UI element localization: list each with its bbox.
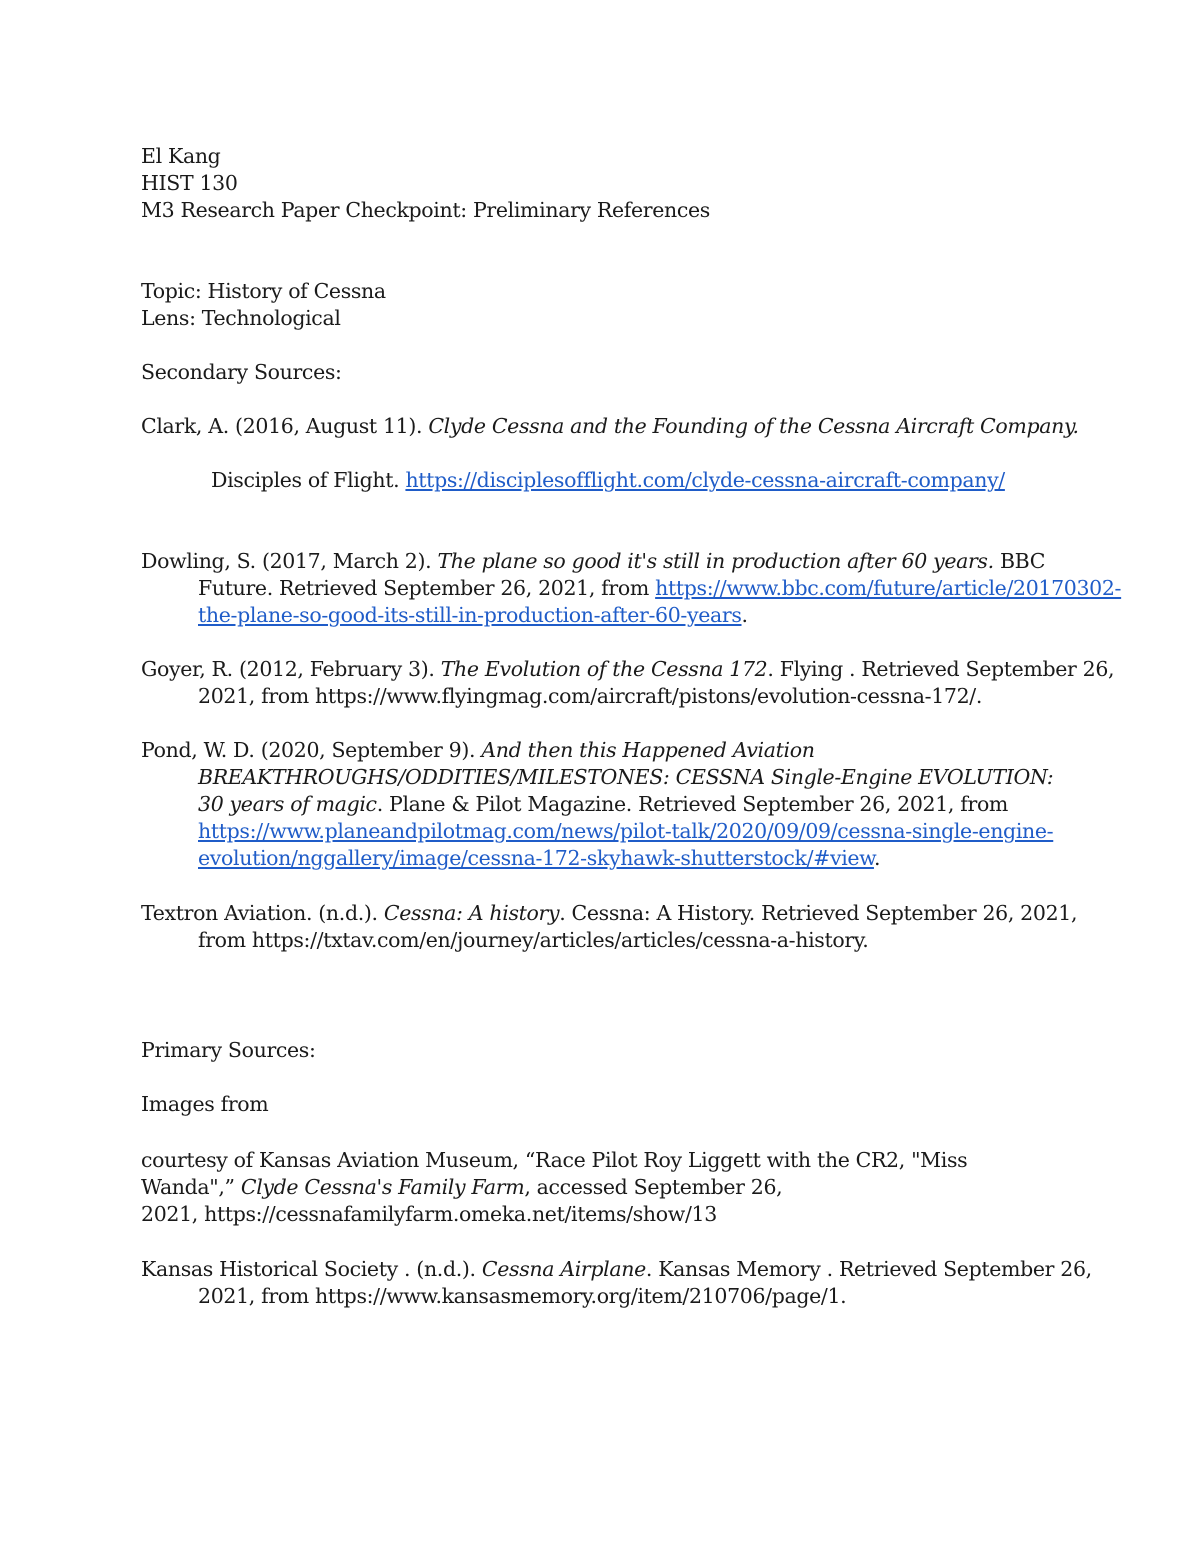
- reference-kansas-aviation-museum-line3: 2021, https://cessnafamilyfarm.omeka.net/items/show/13: [141, 1202, 717, 1226]
- reference-pond-line3: [198, 791, 1008, 818]
- reference-title: And then this Happened Aviation: [481, 738, 815, 762]
- course-code: HIST 130: [141, 171, 238, 195]
- reference-title: 30 years of magic: [198, 792, 377, 816]
- reference-text: Textron Aviation. (n.d.).: [141, 901, 384, 925]
- reference-kansas-aviation-museum: courtesy of Kansas Aviation Museum, “Race Pilot Roy Liggett with the CR2, "Miss: [141, 1148, 968, 1172]
- reference-title: Cessna Airplane: [481, 1257, 646, 1281]
- reference-text: .: [873, 846, 881, 870]
- secondary-sources-heading: Secondary Sources:: [141, 360, 342, 384]
- reference-text: . Plane & Pilot Magazine. Retrieved September 26, 2021, from: [376, 792, 1009, 816]
- dowling-url-link-continued[interactable]: the-plane-so-good-its-still-in-production-after-60-years: [198, 603, 742, 627]
- reference-pond-line5: [198, 845, 880, 872]
- reference-textron-line2: from https://txtav.com/en/journey/articles/articles/cessna-a-history.: [198, 928, 869, 952]
- lens-line: Lens: Technological: [141, 306, 341, 330]
- reference-text: Kansas Historical Society . (n.d.).: [141, 1257, 482, 1281]
- reference-goyer: [141, 656, 1114, 683]
- reference-text: .: [741, 603, 748, 627]
- reference-dowling-line3: [198, 602, 748, 629]
- reference-dowling: [141, 548, 1045, 575]
- pond-url-link[interactable]: https://www.planeandpilotmag.com/news/pilot-talk/2020/09/09/cessna-single-engine-: [198, 819, 1054, 843]
- reference-text: BBC: [993, 549, 1046, 573]
- reference-goyer-line2: 2021, from https://www.flyingmag.com/aircraft/pistons/evolution-cessna-172/.: [198, 684, 982, 708]
- reference-text: , accessed September 26,: [524, 1175, 783, 1199]
- reference-text: Pond, W. D. (2020, September 9).: [141, 738, 482, 762]
- reference-pond: [141, 737, 815, 764]
- reference-title: The plane so good it's still in production after 60 years.: [437, 549, 994, 573]
- assignment-title: M3 Research Paper Checkpoint: Preliminary References: [141, 198, 710, 222]
- reference-text: Dowling, S. (2017, March 2).: [141, 549, 438, 573]
- reference-kansas-aviation-museum-line2: [141, 1174, 782, 1201]
- reference-pond-line4: [198, 818, 1053, 845]
- reference-kansas-historical-society-line2: 2021, from https://www.kansasmemory.org/item/210706/page/1.: [198, 1284, 847, 1308]
- reference-text: . Cessna: A History. Retrieved September 26, 2021,: [559, 901, 1078, 925]
- reference-text: Goyer, R. (2012, February 3).: [141, 657, 441, 681]
- reference-title: Clyde Cessna's Family Farm: [240, 1175, 525, 1199]
- primary-sources-heading: Primary Sources:: [141, 1038, 316, 1062]
- author-name: El Kang: [141, 144, 221, 168]
- pond-url-link-continued[interactable]: evolution/nggallery/image/cessna-172-skyhawk-shutterstock/#view: [198, 846, 874, 870]
- reference-textron: [141, 900, 1077, 927]
- topic-line: Topic: History of Cessna: [141, 279, 386, 303]
- reference-title: The Evolution of the Cessna 172: [440, 657, 768, 681]
- reference-text: Disciples of Flight.: [211, 468, 406, 492]
- reference-clark-continued: [211, 467, 1005, 494]
- reference-clark: [141, 413, 1079, 440]
- dowling-url-link[interactable]: https://www.bbc.com/future/article/20170302-: [655, 576, 1122, 600]
- images-from-line: Images from: [141, 1092, 269, 1116]
- reference-text: Clark, A. (2016, August 11).: [141, 414, 429, 438]
- reference-text: Future. Retrieved September 26, 2021, from: [198, 576, 656, 600]
- reference-title: Clyde Cessna and the Founding of the Cessna Aircraft Company.: [428, 414, 1079, 438]
- reference-pond-line2: BREAKTHROUGHS/ODDITIES/MILESTONES: CESSNA Single-Engine EVOLUTION:: [198, 765, 1054, 789]
- reference-kansas-historical-society: [141, 1256, 1092, 1283]
- clark-url-link[interactable]: https://disciplesofflight.com/clyde-cessna-aircraft-company/: [405, 468, 1005, 492]
- reference-dowling-line2: [198, 575, 1121, 602]
- reference-text: . Flying . Retrieved September 26,: [767, 657, 1115, 681]
- reference-title: Cessna: A history: [383, 901, 560, 925]
- reference-text: Wanda",”: [141, 1175, 241, 1199]
- reference-text: . Kansas Memory . Retrieved September 26,: [645, 1257, 1092, 1281]
